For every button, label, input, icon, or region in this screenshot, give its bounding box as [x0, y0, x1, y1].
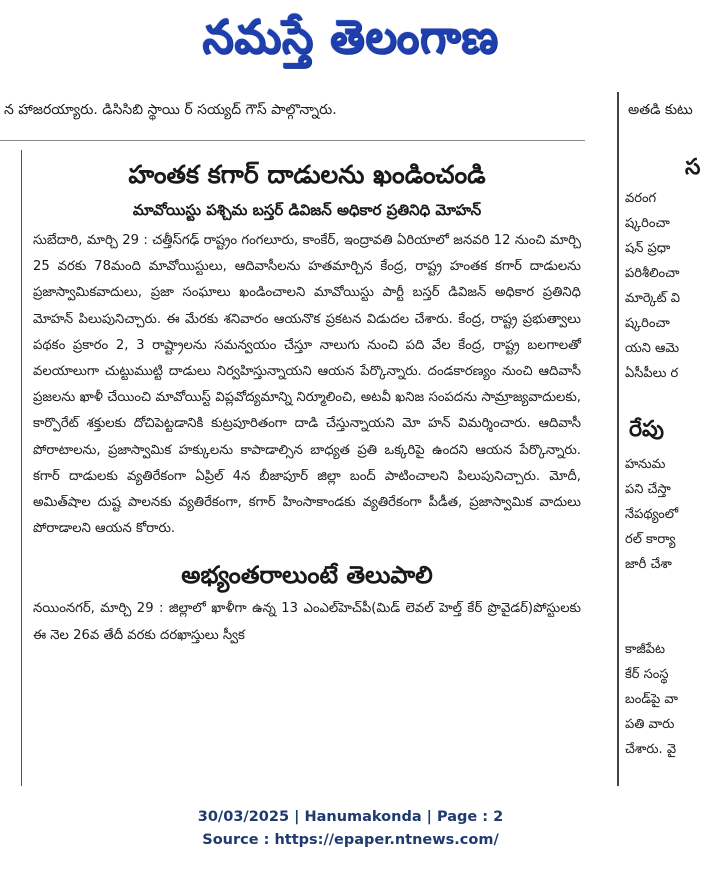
- right-column-line: పతి వారు: [625, 717, 675, 732]
- second-article-body: నయింనగర్, మార్చి 29 : జిల్లాలో ఖాళీగా ఉన్న 13 ఎంఎల్‌హెచ్‌పీ(మిడ్ లెవల్ హెల్త్ కేర్ ప్రొవైడర్)పోస్టులకు ఈ నెల 26వ తేదీ వరకు దరఖాస్తులు స్వీక: [33, 601, 581, 643]
- footer-source-link[interactable]: Source : https://epaper.ntnews.com/: [202, 832, 499, 848]
- right-column-line: యని ఆమె: [625, 341, 680, 356]
- right-column-line: ఏసీపీలు ర: [625, 366, 679, 381]
- right-column-line: షన్ ప్రధా: [625, 241, 671, 256]
- right-column-line: పరిశీలించా: [625, 266, 680, 281]
- second-article-headline: అభ్యంతరాలుంటే తెలుపాలి: [181, 561, 433, 590]
- right-column-line: బండ్‌పై వా: [625, 692, 678, 707]
- right-column-line: ష్కరించా: [625, 316, 670, 331]
- footer-edition-info: 30/03/2025 | Hanumakonda | Page : 2: [197, 809, 504, 825]
- right-column-heading-2: రేపు: [629, 417, 665, 442]
- top-strip-left-text: న హాజరయ్యారు. డిసిసిబి స్థాయి ర్ సయ్యద్ గౌస్ పాల్గొన్నారు.: [4, 102, 337, 118]
- top-strip: [0, 92, 701, 128]
- right-column-line: నేపథ్యంలో: [625, 507, 679, 522]
- right-column-rule: [617, 92, 619, 786]
- article-headline: హంతక కగార్ దాడులను ఖండించండి: [128, 160, 486, 189]
- right-column-line: వరంగ: [625, 191, 657, 206]
- top-strip-right-text: అతడి కుటు: [628, 102, 693, 118]
- masthead-title: నమస్తే తెలంగాణ: [202, 10, 499, 64]
- right-column-line: కాజీపేట: [625, 642, 666, 657]
- article-main: [33, 150, 581, 652]
- newspaper-masthead: [0, 6, 701, 80]
- right-column-line: జారీ చేశా: [625, 557, 672, 572]
- right-column-heading: స: [685, 155, 701, 180]
- right-column-line: హనుమ: [625, 457, 666, 472]
- right-column-line: పని చేస్తా: [625, 482, 671, 497]
- right-column-clipped: [625, 150, 701, 790]
- right-column-line: కేర్ సంస్థ: [625, 667, 669, 682]
- article-body: సుబేదారి, మార్చి 29 : చత్తీస్‌గఢ్ రాష్ట్రం గంగలూరు, కాంకేర్, ఇంద్రావతి ఏరియాలో జనవరి 12 నుంచి మార్చి 25 వరకు 78మంది మావోయిస్టులు, ఆదివాసీలను హతమార్చిన కేంద్ర, రాష్ట్ర హంతక కగార్ దాడులను ప్రజాస్వామికవాదులు, ప్రజా సంఘాలు ఖండించాలని మావోయిస్టు పార్టీ బస్తర్ డివిజన్ అధికార ప్రతినిధి మోహన్ పిలుపునిచ్చారు. ఈ మేరకు శనివారం ఆయనొక ప్రకటన విడుదల చేశారు. కేంద్ర, రాష్ట్ర ప్రభుత్వాలు పథకం ప్రకారం 2, 3 రాష్ట్రాలను సమన్వయం చేస్తూ నాలుగు నుంచి పది వేల కేంద్ర, రాష్ట్ర బలగాలతో వలయాలుగా చుట్టుముట్టి దాడులు నిర్వహిస్తున్నాయని ఆయన పేర్కొన్నారు. దండకారణ్యం నుంచి ఆదివాసీ ప్రజలను ఖాళీ చేయించి మావోయిస్ట్ విప్లవోద్యమాన్ని నిర్మూలించి, అటవీ ఖనిజ సంపదను సామ్రాజ్యవాదులకు, కార్పొరేట్ శక్తులకు దోచిపెట్టడానికి కుట్రపూరితంగా దాడి చేస్తున్నాయని మో హన్ విమర్శించారు. ఆదివాసీ పోరాటాలను, ప్రజాస్వామిక హక్కులను కాపాడాల్సిన బాధ్యత ప్రతి ఒక్కరిపై ఉందని ఆయన పేర్కొన్నారు. కగార్ దాడులకు వ్యతిరేకంగా ఏప్రిల్ 4న బీజాపూర్ జిల్లా బంద్ పాటించాలని పిలుపునిచ్చారు. మోదీ, అమిత్‌షాల దుష్ట పాలనకు వ్యతిరేకంగా, కగార్ హింసాకాండకు వ్యతిరేకంగా పీడీత, ప్రజాస్వామిక వాదులు పోరాడాలని ఆయన కోరారు.: [33, 233, 581, 537]
- right-column-line: మార్కెట్ వి: [625, 291, 681, 306]
- left-column-rule: [21, 150, 22, 786]
- right-column-line: రల్ కార్యా: [625, 532, 676, 547]
- horizontal-divider: [0, 140, 585, 141]
- article-subheadline: మావోయిస్టు పశ్చిమ బస్తర్ డివిజన్ అధికార ప్రతినిధి మోహన్: [132, 201, 482, 219]
- page-footer: [0, 806, 701, 852]
- right-column-line: ష్కరించా: [625, 216, 670, 231]
- right-column-line: చేశారు. వై: [625, 742, 677, 757]
